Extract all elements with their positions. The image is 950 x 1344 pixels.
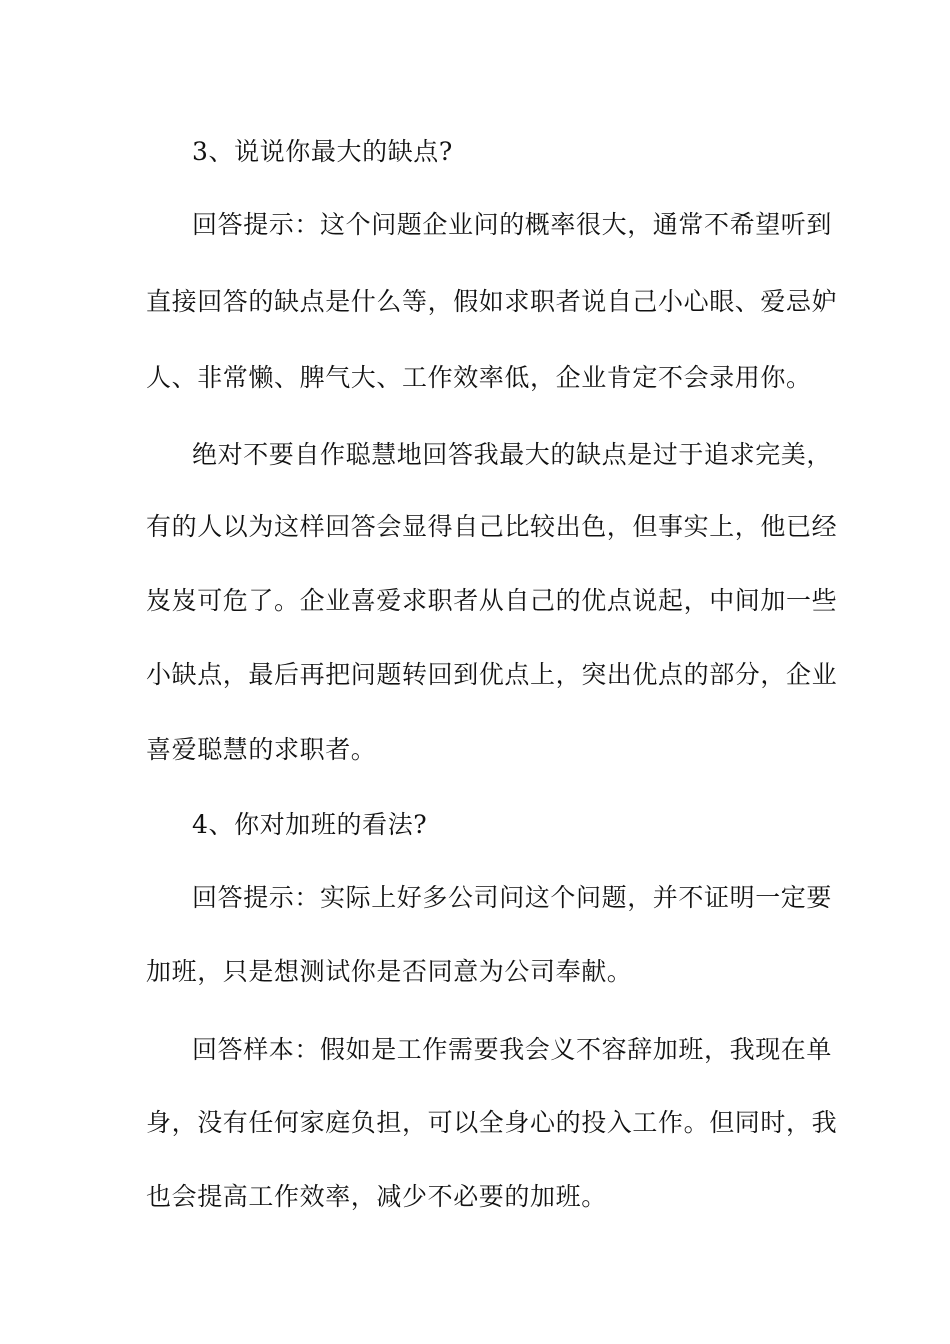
paragraph-line: 回答样本：假如是工作需要我会义不容辞加班，我现在单	[192, 1035, 833, 1064]
paragraph-line: 小缺点，最后再把问题转回到优点上，突出优点的部分，企业	[146, 660, 838, 689]
paragraph-line: 喜爱聪慧的求职者。	[146, 735, 377, 764]
paragraph-line: 回答提示：实际上好多公司问这个问题，并不证明一定要	[192, 883, 833, 912]
question-4-heading: 4、你对加班的看法?	[192, 810, 428, 839]
paragraph-line: 有的人以为这样回答会显得自己比较出色，但事实上，他已经	[146, 512, 838, 541]
paragraph-line: 人、非常懒、脾气大、工作效率低，企业肯定不会录用你。	[146, 363, 812, 392]
paragraph-line: 直接回答的缺点是什么等，假如求职者说自己小心眼、爱忌妒	[146, 287, 838, 316]
paragraph-line: 也会提高工作效率，减少不必要的加班。	[146, 1182, 607, 1211]
paragraph-line: 身，没有任何家庭负担，可以全身心的投入工作。但同时，我	[146, 1108, 838, 1137]
paragraph-line: 加班，只是想测试你是否同意为公司奉献。	[146, 957, 633, 986]
paragraph-line: 回答提示：这个问题企业问的概率很大，通常不希望听到	[192, 210, 833, 239]
paragraph-line: 绝对不要自作聪慧地回答我最大的缺点是过于追求完美，	[192, 440, 833, 469]
paragraph-line: 岌岌可危了。企业喜爱求职者从自己的优点说起，中间加一些	[146, 586, 838, 615]
question-3-heading: 3、说说你最大的缺点?	[192, 137, 453, 166]
